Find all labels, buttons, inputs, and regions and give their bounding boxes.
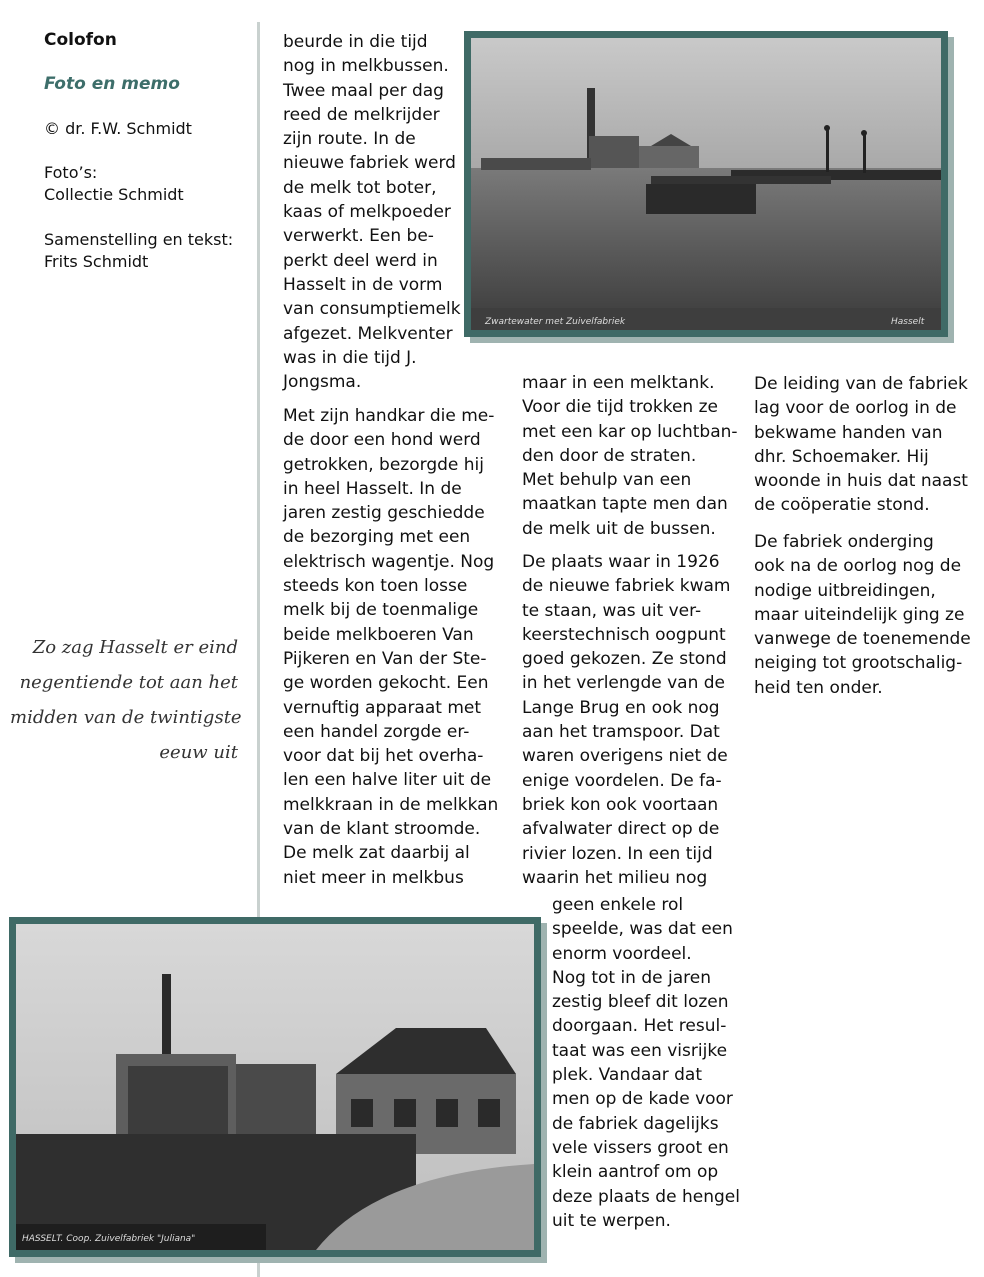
- text-line: vele vissers groot en: [552, 1137, 729, 1158]
- text-line: Jongsma.: [283, 372, 362, 393]
- photo-river-bridge: [464, 31, 948, 337]
- text-line: rivier lozen. In een tijd: [522, 843, 713, 864]
- text-line: de door een hond werd: [283, 430, 481, 451]
- text-line: waren overigens niet de: [522, 746, 728, 767]
- text-line: heid ten onder.: [754, 677, 883, 698]
- text-line: ook na de oorlog nog de: [754, 556, 962, 577]
- photo-factory-image: [16, 924, 534, 1250]
- text-line: afgezet. Melkventer: [283, 323, 453, 344]
- text-line: reed de melkrijder: [283, 104, 440, 125]
- text-line: melk bij de toenmalige: [283, 600, 479, 621]
- text-line: vernuftig apparaat met: [283, 697, 482, 718]
- text-line: maatkan tapte men dan: [522, 494, 728, 515]
- text-line: De plaats waar in 1926: [522, 552, 720, 572]
- text-line: in het verlengde van de: [522, 673, 726, 694]
- text-line: de nieuwe fabriek kwam: [522, 576, 731, 597]
- text-line: aan het tramspoor. Dat: [522, 722, 720, 743]
- text-line: keerstechnisch oogpunt: [522, 624, 726, 645]
- column3b-text: [754, 530, 971, 700]
- text-line: taat was een visrijke: [552, 1040, 728, 1061]
- caption-line: eeuw uit: [159, 742, 238, 763]
- text-line: elektrisch wagentje. Nog: [283, 551, 495, 572]
- column1-top-text: [283, 30, 461, 394]
- text-line: de fabriek dagelijks: [552, 1113, 719, 1134]
- text-line: de coöperatie stond.: [754, 495, 930, 516]
- text-line: len een halve liter uit de: [283, 770, 492, 791]
- text-line: De leiding van de fabriek: [754, 374, 968, 394]
- text-line: briek kon ook voortaan: [522, 794, 719, 815]
- text-line: De melk zat daarbij al: [283, 843, 470, 864]
- text-line: Twee maal per dag: [283, 80, 444, 101]
- photo-top-caption-left: Zwartewater met Zuivelfabriek: [485, 317, 626, 327]
- photo-river-bridge-image: [471, 38, 941, 330]
- text-line: de melk uit de bussen.: [522, 518, 716, 539]
- colofon-samenstelling-value: Frits Schmidt: [44, 252, 149, 271]
- text-line: getrokken, bezorgde hij: [283, 454, 484, 475]
- text-line: nog in melkbussen.: [283, 56, 449, 77]
- text-line: geen enkele rol: [552, 895, 684, 915]
- column2c-text: [552, 893, 740, 1233]
- text-line: Voor die tijd trokken ze: [522, 397, 718, 418]
- text-line: beurde in die tijd: [283, 32, 428, 52]
- colofon-fotos-value: Collectie Schmidt: [44, 185, 184, 204]
- caption-line: midden van de twintigste: [10, 707, 242, 728]
- text-line: kaas of melkpoeder: [283, 202, 451, 223]
- text-line: perkt deel werd in: [283, 250, 438, 271]
- text-line: zijn route. In de: [283, 129, 416, 150]
- photo-caption-quote: [10, 630, 242, 770]
- text-line: de bezorging met een: [283, 527, 471, 548]
- text-line: was in die tijd J.: [283, 347, 417, 368]
- photo-bottom-caption: HASSELT. Coop. Zuivelfabriek "Juliana": [22, 1234, 196, 1244]
- text-line: vanwege de toenemende: [754, 629, 971, 650]
- text-line: De fabriek onderging: [754, 532, 934, 552]
- text-line: voor dat bij het overha-: [283, 746, 484, 767]
- text-line: beide melkboeren Van: [283, 624, 474, 645]
- text-line: melkkraan in de melkkan: [283, 794, 499, 815]
- column2b-text: [522, 550, 731, 890]
- text-line: maar uiteindelijk ging ze: [754, 604, 965, 625]
- text-line: een handel zorgde er-: [283, 721, 470, 742]
- text-line: bekwame handen van: [754, 422, 943, 443]
- text-line: doorgaan. Het resul-: [552, 1016, 727, 1037]
- text-line: deze plaats de hengel: [552, 1186, 740, 1207]
- text-line: lag voor de oorlog in de: [754, 398, 957, 419]
- text-line: ge worden gekocht. Een: [283, 673, 489, 694]
- factory-drawing: [16, 924, 534, 1250]
- text-line: enige voordelen. De fa-: [522, 770, 722, 791]
- text-line: neiging tot grootschalig-: [754, 653, 963, 674]
- text-line: nodige uitbreidingen,: [754, 580, 936, 601]
- column3a-text: [754, 372, 968, 518]
- text-line: klein aantrof om op: [552, 1162, 719, 1183]
- text-line: Hasselt in de vorm: [283, 274, 443, 295]
- colofon-fotos-label: Foto’s:: [44, 163, 98, 182]
- text-line: met een kar op luchtban-: [522, 421, 738, 442]
- text-line: Met zijn handkar die me-: [283, 406, 495, 426]
- text-line: goed gekozen. Ze stond: [522, 649, 727, 670]
- text-line: in heel Hasselt. In de: [283, 478, 462, 499]
- photo-factory: [9, 917, 541, 1257]
- text-line: Nog tot in de jaren: [552, 967, 711, 988]
- text-line: Pijkeren en Van der Ste-: [283, 648, 487, 669]
- river-bridge-drawing: [471, 38, 941, 330]
- text-line: men op de kade voor: [552, 1089, 733, 1110]
- text-line: waarin het milieu nog: [522, 867, 708, 888]
- text-line: te staan, was uit ver-: [522, 600, 702, 621]
- text-line: Lange Brug en ook nog: [522, 697, 720, 718]
- text-line: verwerkt. Een be-: [283, 226, 434, 247]
- text-line: dhr. Schoemaker. Hij: [754, 446, 929, 467]
- text-line: nieuwe fabriek werd: [283, 153, 456, 174]
- text-line: enorm voordeel.: [552, 943, 692, 964]
- text-line: van de klant stroomde.: [283, 819, 481, 840]
- colofon-samenstelling-label: Samenstelling en tekst:: [44, 230, 234, 249]
- text-line: de melk tot boter,: [283, 177, 437, 198]
- text-line: plek. Vandaar dat: [552, 1065, 703, 1086]
- text-line: steeds kon toen losse: [283, 576, 468, 597]
- caption-line: Zo zag Hasselt er eind: [32, 637, 238, 658]
- colofon-copyright: © dr. F.W. Schmidt: [44, 119, 192, 138]
- text-line: niet meer in melkbus: [283, 867, 464, 888]
- text-line: speelde, was dat een: [552, 919, 733, 940]
- text-line: Met behulp van een: [522, 470, 692, 491]
- text-line: den door de straten.: [522, 445, 697, 466]
- text-line: maar in een melktank.: [522, 373, 715, 393]
- caption-line: negentiende tot aan het: [19, 672, 238, 693]
- text-line: afvalwater direct op de: [522, 819, 720, 840]
- colofon-subtitle: Foto en memo: [44, 74, 180, 94]
- text-line: van consumptiemelk: [283, 299, 461, 320]
- column1-bottom-text: [283, 404, 498, 890]
- text-line: uit te werpen.: [552, 1210, 671, 1231]
- colofon-title: Colofon: [44, 30, 117, 50]
- photo-top-caption-right: Hasselt: [891, 317, 925, 327]
- text-line: zestig bleef dit lozen: [552, 992, 729, 1013]
- text-line: woonde in huis dat naast: [754, 471, 968, 492]
- text-line: jaren zestig geschiedde: [283, 503, 485, 524]
- column2a-text: [522, 371, 738, 541]
